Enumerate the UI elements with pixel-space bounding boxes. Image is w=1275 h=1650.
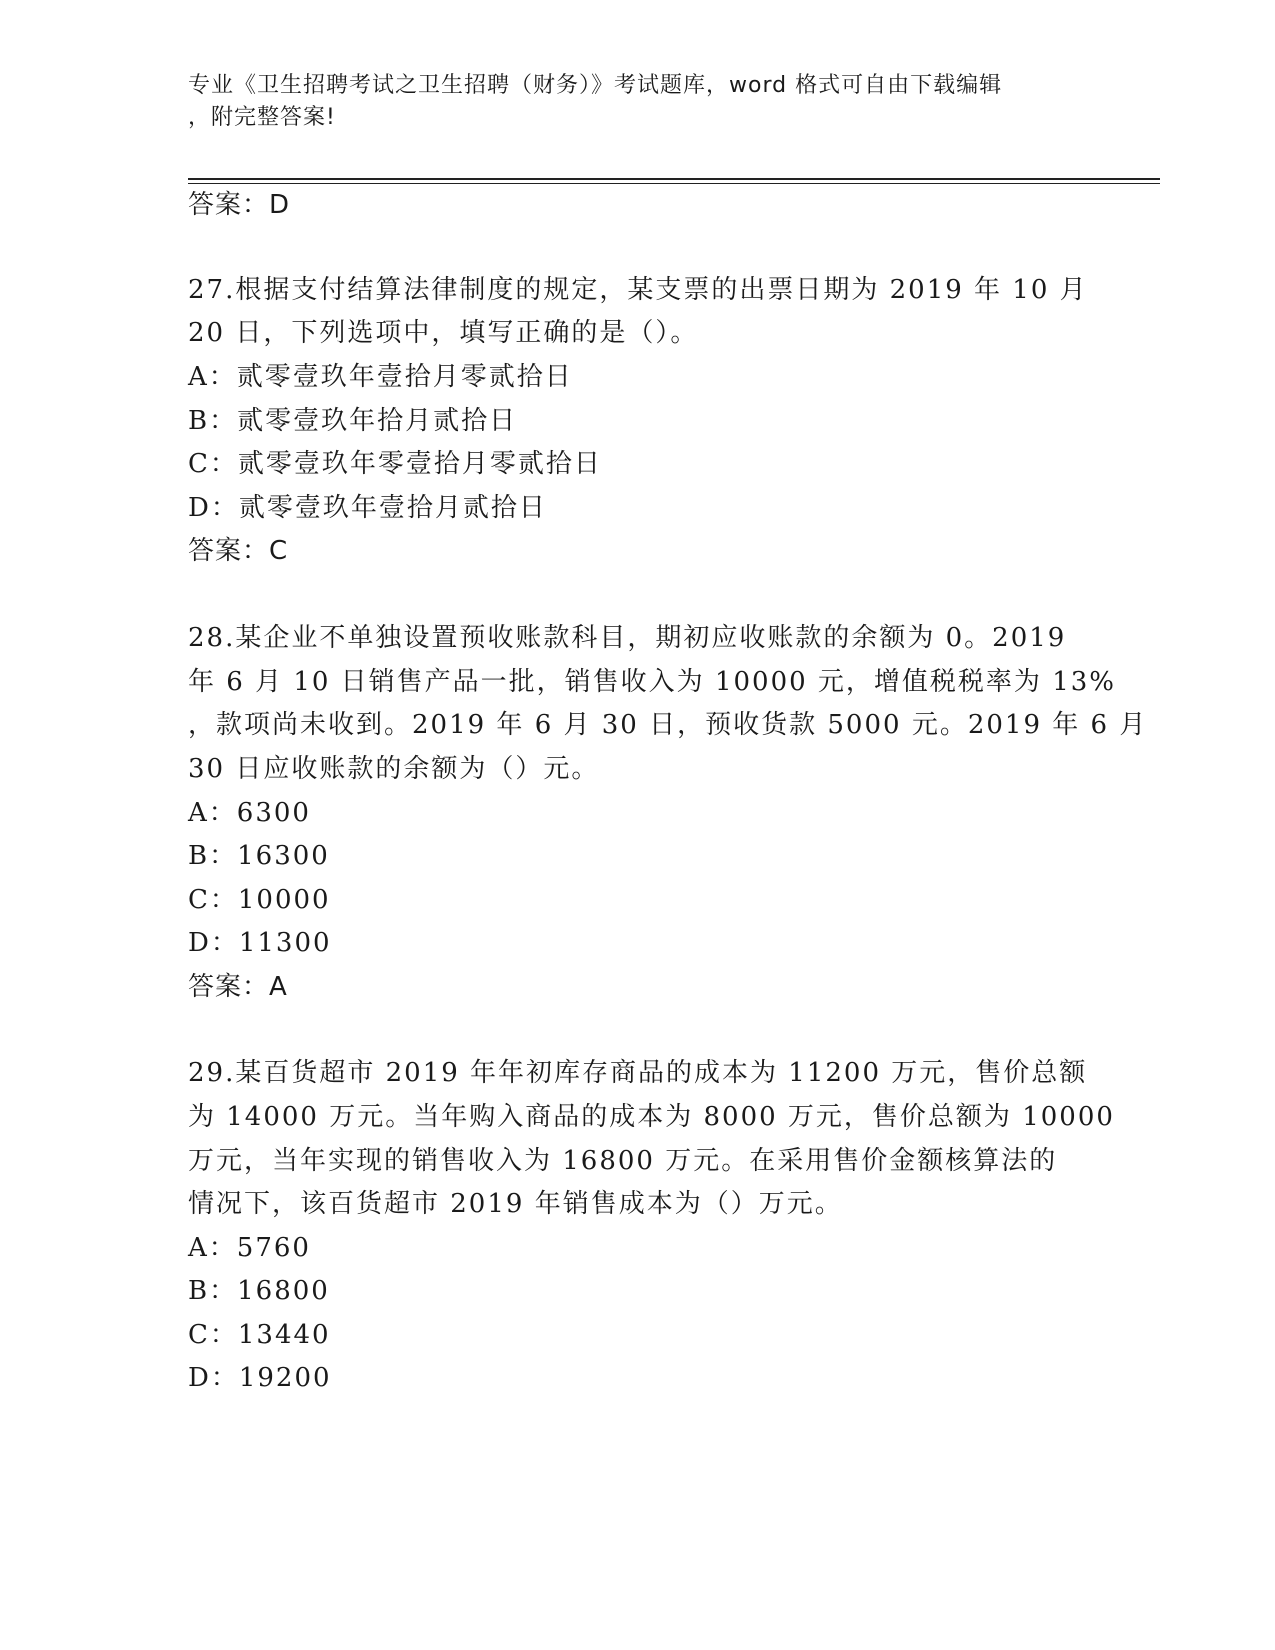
question-28-stem-line-4: 30 日应收账款的余额为（）元。 <box>188 754 600 784</box>
question-27-stem-line-2: 20 日，下列选项中，填写正确的是（）。 <box>188 318 699 348</box>
question-28-stem-line-2: 年 6 月 10 日销售产品一批，销售收入为 10000 元，增值税税率为 13% <box>188 667 1116 697</box>
question-28-option-b: B：16300 <box>188 841 330 871</box>
question-27-option-b: B：贰零壹玖年拾月贰拾日 <box>188 406 518 436</box>
question-27-answer: 答案：C <box>188 536 289 566</box>
question-29-stem-line-1: 29.某百货超市 2019 年年初库存商品的成本为 11200 万元，售价总额 <box>188 1058 1088 1088</box>
question-29-stem-line-4: 情况下，该百货超市 2019 年销售成本为（）万元。 <box>188 1189 843 1219</box>
question-28-stem-line-3: ，款项尚未收到。2019 年 6 月 30 日，预收货款 5000 元。2019 年 6 月 <box>188 710 1148 740</box>
document-header <box>188 70 1068 134</box>
question-28-answer: 答案：A <box>188 972 288 1002</box>
question-29-stem-line-3: 万元，当年实现的销售收入为 16800 万元。在采用售价金额核算法的 <box>188 1146 1058 1176</box>
question-29-option-d: D：19200 <box>188 1363 332 1393</box>
question-27-stem-line-1: 27.根据支付结算法律制度的规定，某支票的出票日期为 2019 年 10 月 <box>188 275 1088 305</box>
question-27-option-c: C：贰零壹玖年零壹拾月零贰拾日 <box>188 449 602 479</box>
header-divider-thick <box>188 178 1160 180</box>
question-29-option-a: A：5760 <box>188 1233 311 1263</box>
question-29-option-c: C：13440 <box>188 1320 331 1350</box>
question-27-option-a: A：贰零壹玖年壹拾月零贰拾日 <box>188 362 573 392</box>
question-28-stem-line-1: 28.某企业不单独设置预收账款科目，期初应收账款的余额为 0。2019 <box>188 623 1067 653</box>
question-28-option-d: D：11300 <box>188 928 332 958</box>
previous-answer: 答案：D <box>188 190 291 220</box>
question-28-option-a: A：6300 <box>188 798 311 828</box>
header-divider-thin <box>188 183 1160 184</box>
header-line-1: 专业《卫生招聘考试之卫生招聘（财务）》考试题库，word 格式可自由下载编辑 <box>188 73 1003 98</box>
question-27-option-d: D：贰零壹玖年壹拾月贰拾日 <box>188 493 547 523</box>
question-28-option-c: C：10000 <box>188 885 331 915</box>
question-29-stem-line-2: 为 14000 万元。当年购入商品的成本为 8000 万元，售价总额为 10000 <box>188 1102 1115 1132</box>
question-29-option-b: B：16800 <box>188 1276 330 1306</box>
header-line-2: ，附完整答案! <box>188 105 336 130</box>
